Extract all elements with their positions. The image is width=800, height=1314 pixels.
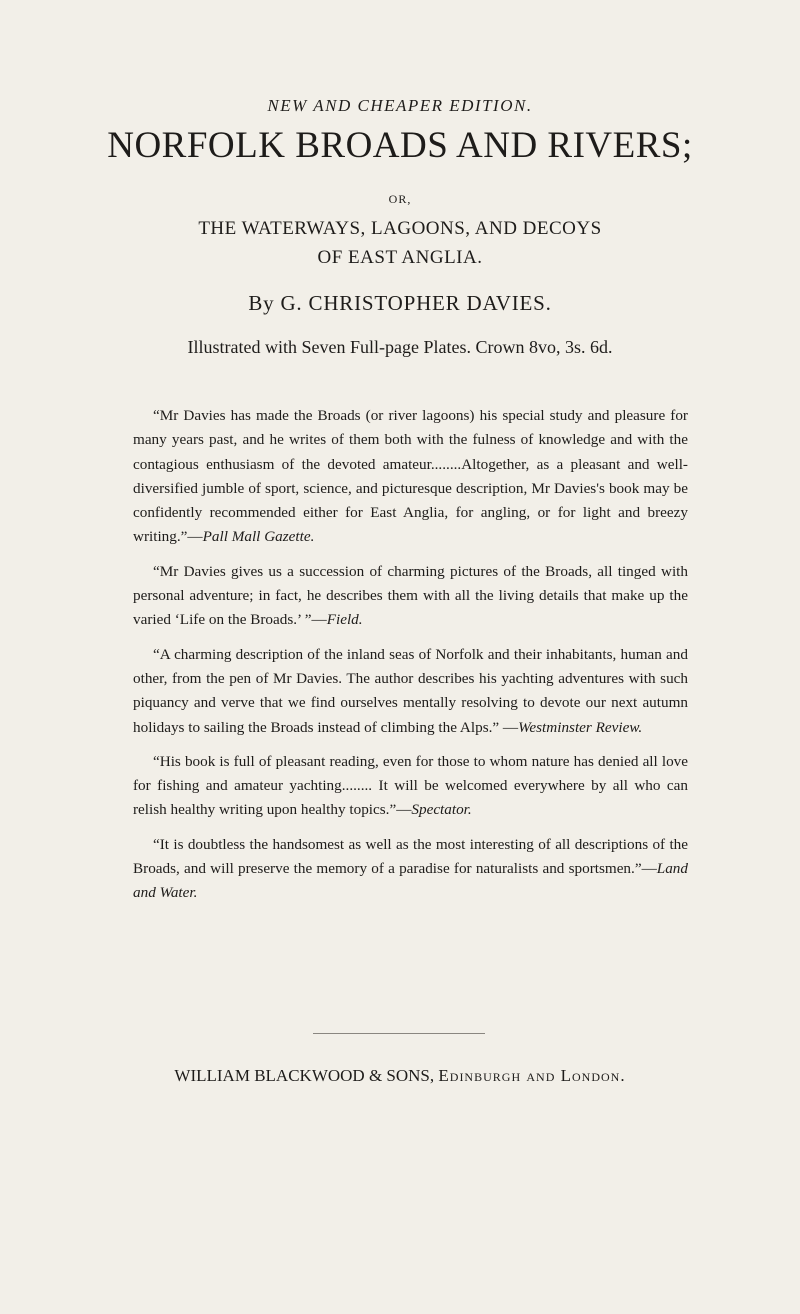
review-spectator [133, 750, 688, 823]
review-text: “It is doubtless the handsomest as well as the most interesting of all descriptions of the Broads, and will preserve the memory of a paradise for naturalists and sportsmen.”— [133, 835, 688, 878]
review-westminster [133, 643, 688, 740]
subtitle-line-1: THE WATERWAYS, LAGOONS, AND DECOYS [198, 218, 602, 239]
divider-rule [313, 1033, 485, 1034]
edition-details: Illustrated with Seven Full-page Plates. Crown 8vo, 3s. 6d. [187, 337, 613, 357]
review-land-and-water [133, 833, 688, 906]
publisher-imprint [0, 1066, 800, 1086]
review-text: “Mr Davies has made the Broads (or river lagoons) his special study and pleasure for many years past, and he writes of them both with the fulness of knowledge and with the contagious enthusiasm of the devoted amateur........Altogether, as a pleasant and well-diversified jumble of sport, science, and picturesque description, Mr Davies's book may be confidently recommended either for East Anglia, for angling, or for light and breezy writing.”— [133, 407, 688, 546]
subtitle-line-2: OF EAST ANGLIA. [317, 247, 483, 268]
review-source: Spectator. [411, 801, 472, 819]
press-reviews [133, 404, 688, 916]
review-text: “A charming description of the inland seas of Norfolk and their inhabitants, human and other, from the pen of Mr Davies. The author describes his yachting adventures with such piquancy and verve that we find ourselves mentally resolving to devote our next autumn holidays to sailing the Broads instead of climbing the Alps.” — [133, 645, 688, 736]
review-text: “His book is full of pleasant reading, even for those to whom nature has denied all love for fishing and amateur yachting........ It will be welcomed everywhere by all who can relish healthy writing upon healthy topics.”— [133, 752, 688, 819]
review-source: Westminster Review. [518, 718, 643, 736]
publisher-name: WILLIAM BLACKWOOD & SONS, [174, 1066, 435, 1085]
edition-line: NEW AND CHEAPER EDITION. [267, 96, 533, 115]
review-field [133, 560, 688, 633]
book-title: NORFOLK BROADS AND RIVERS; [107, 125, 693, 166]
title-or: OR, [388, 192, 412, 206]
author-line: By G. CHRISTOPHER DAVIES. [248, 291, 552, 315]
publisher-cities: Edinburgh and London. [438, 1066, 626, 1085]
review-pall-mall [133, 404, 688, 550]
review-text: “Mr Davies gives us a succession of charming pictures of the Broads, all tinged with personal adventure; in fact, he describes them with all the living details that make up the varied ‘Life on the Broads.’ ”— [133, 562, 688, 629]
review-source: Field. [326, 611, 363, 629]
review-source: Land and Water. [133, 860, 688, 902]
review-source: Pall Mall Gazette. [202, 528, 315, 546]
